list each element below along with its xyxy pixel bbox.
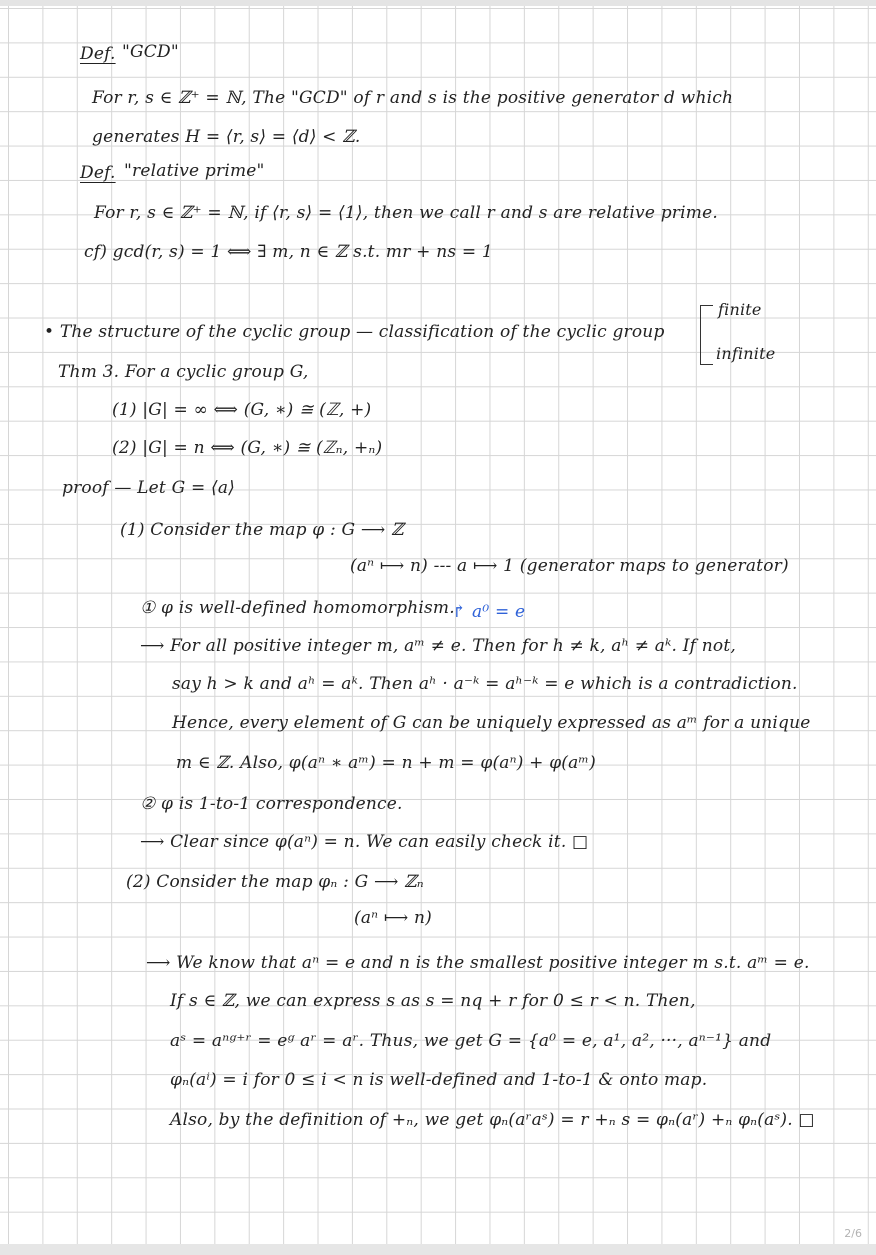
infinite-label: infinite (716, 344, 776, 363)
proof-start: proof — Let G = ⟨a⟩ (62, 478, 235, 498)
proof-step-2: ② φ is 1-to-1 correspondence. (140, 794, 403, 814)
def-gcd-title: "GCD" (122, 42, 179, 62)
classification-bracket (700, 305, 713, 365)
structure-heading: • The structure of the cyclic group — classification of the cyclic group (44, 322, 665, 342)
def-gcd-label: Def. (80, 44, 116, 64)
def-relative-prime-label: Def. (80, 163, 116, 183)
note-page (0, 6, 876, 1244)
page-indicator: 2/6 (844, 1227, 862, 1240)
proof-part-2-line-2: If s ∈ ℤ, we can express s as s = nq + r for 0 ≤ r < n. Then, (170, 991, 696, 1011)
proof-line-1: ⟶ For all positive integer m, aᵐ ≠ e. Then for h ≠ k, aʰ ≠ aᵏ. If not, (140, 636, 736, 656)
proof-step-1: ① φ is well-defined homomorphism. (140, 598, 455, 618)
proof-part-2-line-5: Also, by the definition of +ₙ, we get φₙ(aʳaˢ) = r +ₙ s = φₙ(aʳ) +ₙ φₙ(aˢ). □ (170, 1110, 815, 1130)
proof-part-1-mapping: (aⁿ ⟼ n) --- a ⟼ 1 (generator maps to generator) (350, 556, 789, 576)
bottom-bar (0, 1244, 876, 1255)
def-gcd-line-1: For r, s ∈ ℤ⁺ = ℕ, The "GCD" of r and s is the positive generator d which (92, 88, 734, 108)
def-relative-prime-line-1: For r, s ∈ ℤ⁺ = ℕ, if ⟨r, s⟩ = ⟨1⟩, then we call r and s are relative prime. (94, 203, 718, 223)
proof-part-2-line-4: φₙ(aⁱ) = i for 0 ≤ i < n is well-defined and 1-to-1 & onto map. (170, 1070, 708, 1090)
theorem-3: Thm 3. For a cyclic group G, (58, 362, 309, 382)
theorem-3-part-1: (1) |G| = ∞ ⟺ (G, ∗) ≅ (ℤ, +) (112, 400, 372, 420)
theorem-3-part-2: (2) |G| = n ⟺ (G, ∗) ≅ (ℤₙ, +ₙ) (112, 438, 383, 458)
proof-part-1-map: (1) Consider the map φ : G ⟶ ℤ (120, 520, 404, 540)
proof-part-2-line-1: ⟶ We know that aⁿ = e and n is the smallest positive integer m s.t. aᵐ = e. (146, 953, 810, 973)
def-gcd-line-2: generates H = ⟨r, s⟩ = ⟨d⟩ < ℤ. (92, 127, 361, 147)
def-relative-prime-title: "relative prime" (124, 161, 265, 181)
proof-line-4: m ∈ ℤ. Also, φ(aⁿ ∗ aᵐ) = n + m = φ(aⁿ) + φ(aᵐ) (176, 753, 596, 773)
proof-part-2-line-3: aˢ = aⁿᵍ⁺ʳ = eᵍ aʳ = aʳ. Thus, we get G = {a⁰ = e, a¹, a², ···, aⁿ⁻¹} and (170, 1031, 772, 1051)
cf-line: cf) gcd(r, s) = 1 ⟺ ∃ m, n ∈ ℤ s.t. mr + ns = 1 (84, 242, 493, 262)
proof-part-2-map: (2) Consider the map φₙ : G ⟶ ℤₙ (126, 872, 424, 892)
proof-part-2-mapping: (aⁿ ⟼ n) (354, 908, 433, 928)
finite-label: finite (718, 300, 762, 319)
proof-line-2: say h > k and aʰ = aᵏ. Then aʰ · a⁻ᵏ = aʰ⁻ᵏ = e which is a contradiction. (172, 674, 798, 694)
proof-line-5: ⟶ Clear since φ(aⁿ) = n. We can easily check it. □ (140, 832, 589, 852)
proof-line-3: Hence, every element of G can be uniquely expressed as aᵐ for a unique (172, 713, 811, 733)
a-zero-annotation: ↱ a⁰ = e (452, 602, 526, 622)
